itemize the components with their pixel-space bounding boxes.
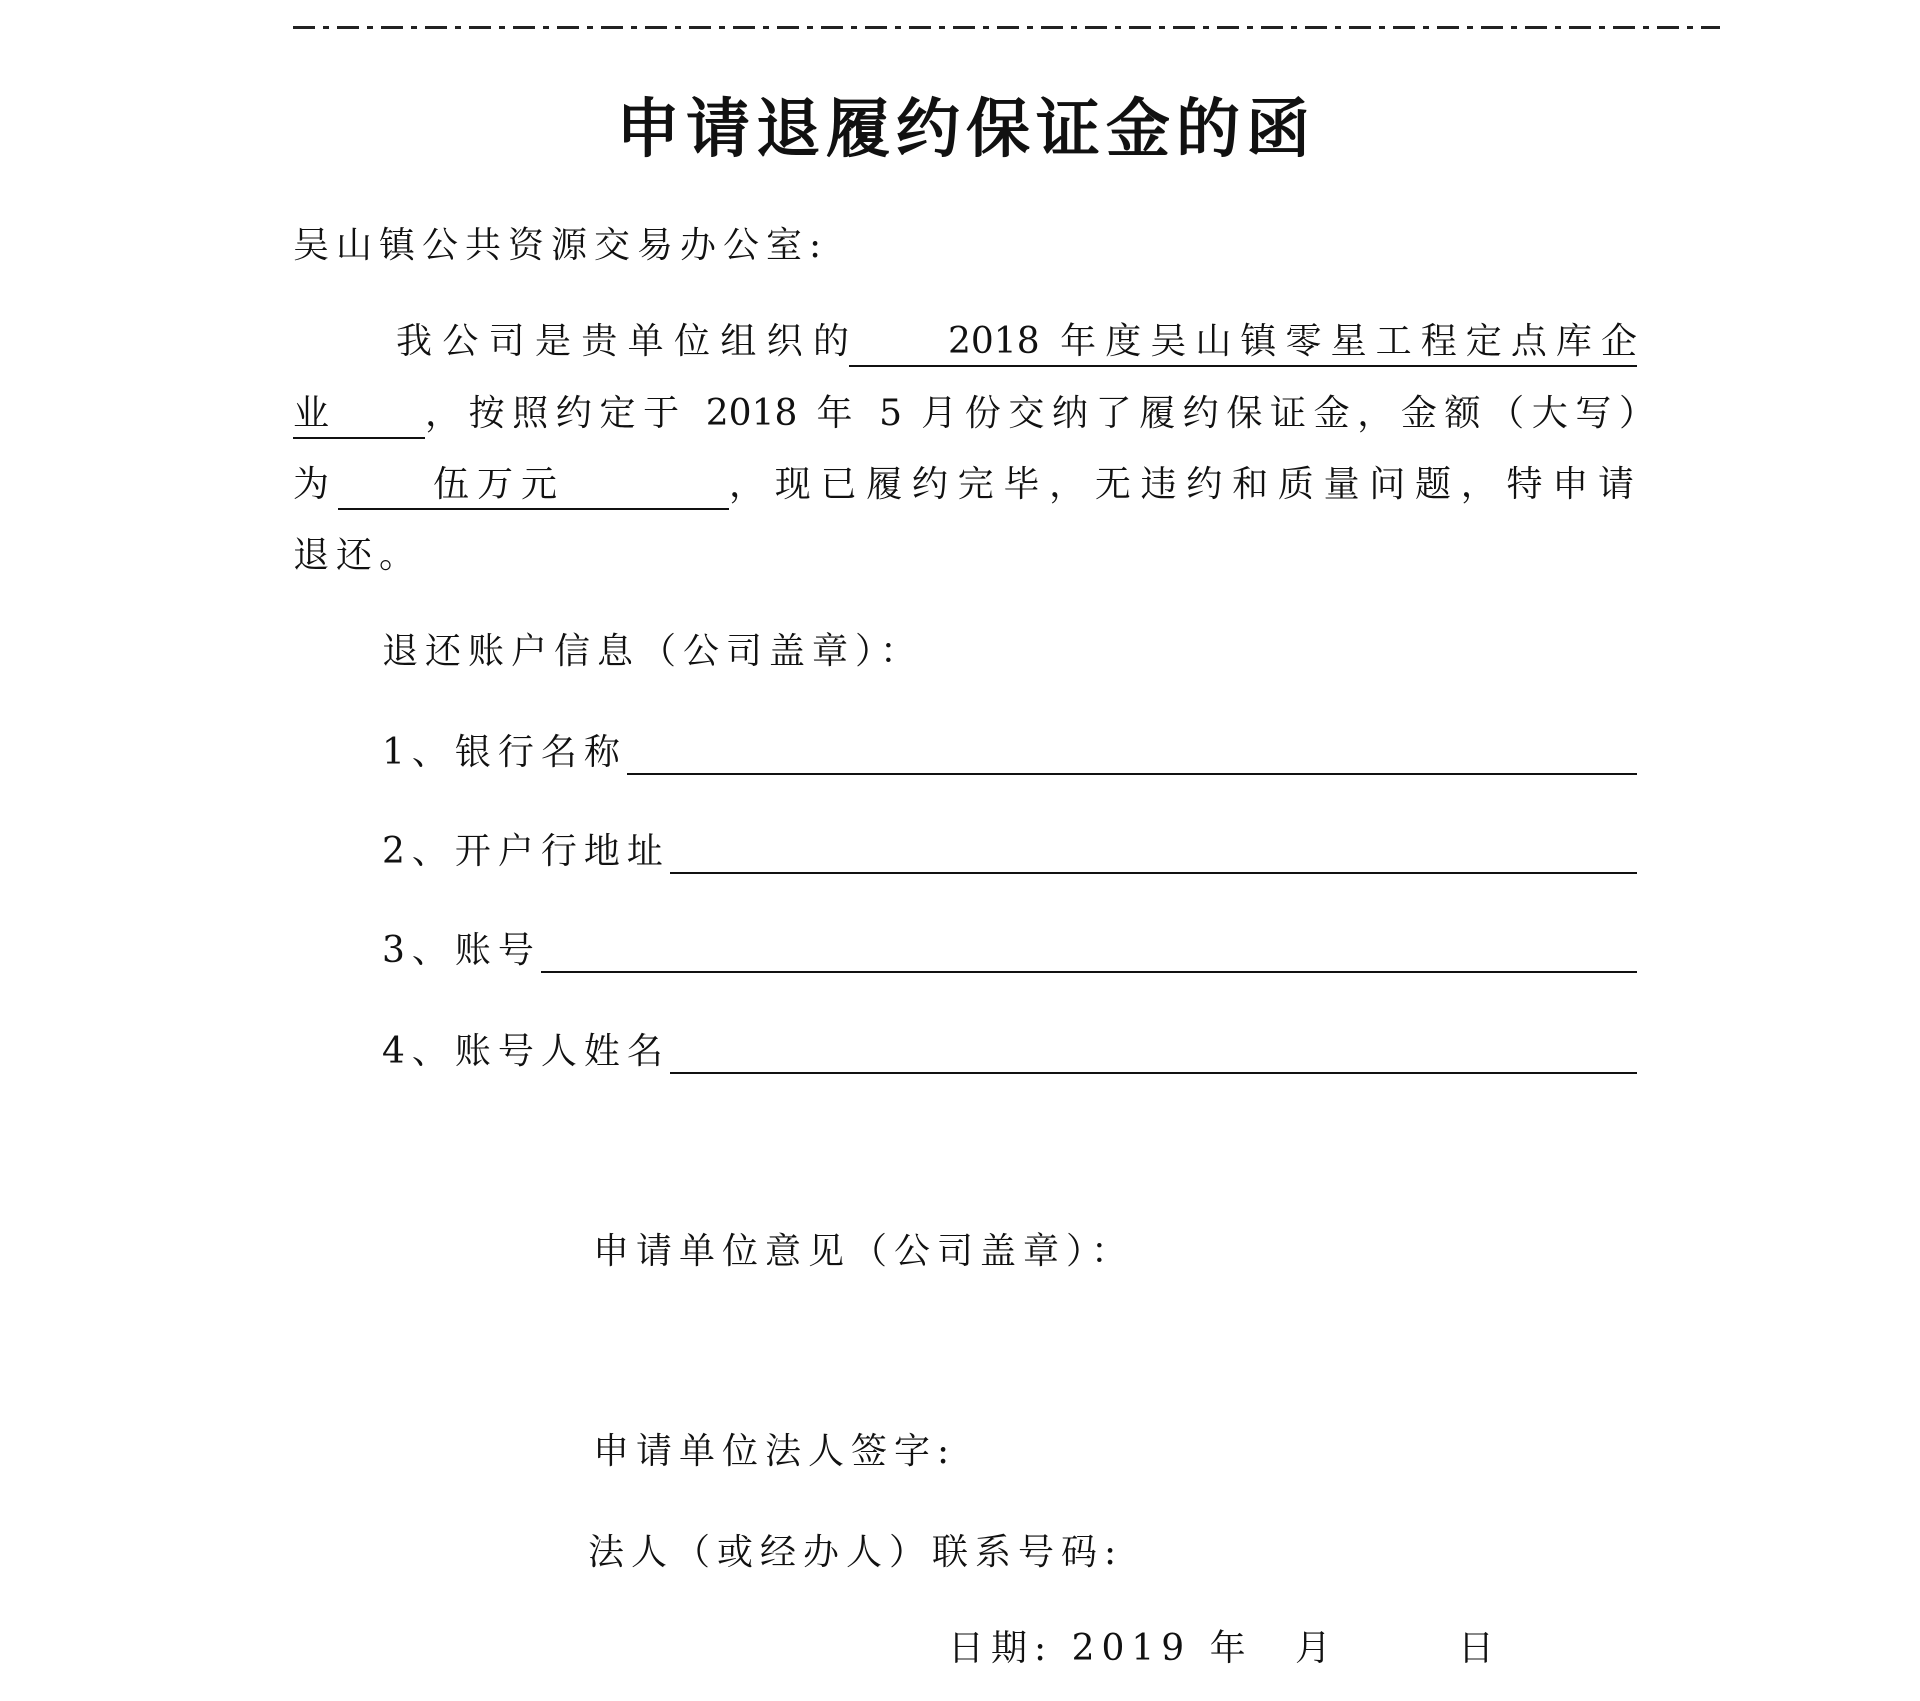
amount-fill	[338, 460, 729, 510]
date-label: 日期: 2019 年	[948, 1628, 1253, 1669]
body-text: ，现已履约完毕，无违约和质量问题，特申请	[729, 464, 1634, 505]
body-line-1	[396, 317, 1637, 367]
account-item-account-number	[382, 926, 1637, 976]
account-item-label: 2、开户行地址	[382, 831, 670, 872]
body-text: 我公司是贵单位组织的	[396, 321, 849, 362]
date-month-label: 月	[1295, 1628, 1339, 1669]
account-item-blank-line	[627, 728, 1637, 775]
account-item-label: 3、账号	[382, 930, 541, 971]
document-title: 申请退履约保证金的函	[616, 92, 1316, 167]
amount-fill-text: 伍万元	[433, 464, 566, 505]
body-line-2	[293, 389, 1655, 439]
body-line-3	[293, 460, 1634, 510]
applicant-opinion-label: 申请单位意见（公司盖章）：	[593, 1231, 1135, 1272]
salutation: 吴山镇公共资源交易办公室:	[293, 225, 829, 266]
account-item-bank-name	[382, 728, 1637, 778]
top-dashed-rule	[293, 26, 1720, 29]
body-text: ，按照约定于 2018 年 5 月份交纳了履约保证金，金额（大写）	[425, 393, 1655, 434]
date-day-label: 日	[1458, 1628, 1502, 1669]
account-item-blank-line	[670, 827, 1637, 874]
account-item-bank-address	[382, 827, 1637, 877]
body-text: 为	[293, 464, 330, 505]
project-name-fill	[849, 317, 1637, 367]
account-item-label: 4、账号人姓名	[382, 1031, 670, 1072]
account-item-blank-line	[541, 926, 1637, 973]
project-name-fill-continued: 业	[293, 389, 425, 439]
account-item-account-holder	[382, 1027, 1637, 1077]
account-item-label: 1、银行名称	[382, 732, 627, 773]
account-item-blank-line	[670, 1027, 1637, 1074]
body-line-4: 退还。	[293, 535, 423, 576]
project-name-fill-text: 2018 年度吴山镇零星工程定点库企	[948, 321, 1637, 362]
contact-number-label: 法人（或经办人）联系号码:	[588, 1532, 1124, 1573]
legal-signature-label: 申请单位法人签字:	[593, 1431, 957, 1472]
account-section-heading: 退还账户信息（公司盖章）：	[382, 631, 924, 672]
